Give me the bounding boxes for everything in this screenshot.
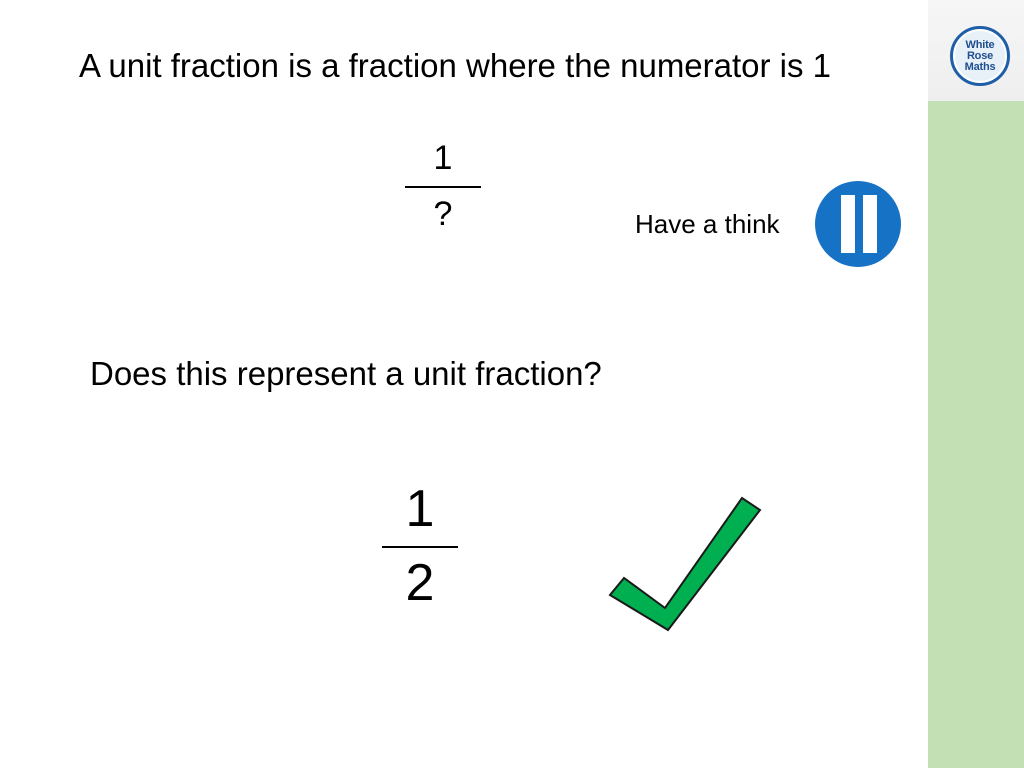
white-rose-maths-logo [950, 26, 1010, 86]
check-mark-icon [600, 490, 770, 650]
slide-title: A unit fraction is a fraction where the numerator is 1 [79, 47, 832, 84]
logo-line-rose: Rose [966, 49, 994, 62]
sidebar-strip [928, 104, 1024, 768]
answer-denominator: 2 [405, 554, 435, 612]
answer-numerator: 1 [405, 480, 435, 538]
have-a-think-label: Have a think [635, 209, 780, 239]
example-fraction [405, 138, 481, 234]
answer-fraction [382, 478, 458, 614]
logo-line-maths: Maths [964, 60, 996, 73]
pause-bar-right [863, 195, 877, 253]
logo-line-white: White [965, 38, 995, 51]
example-numerator: 1 [433, 139, 453, 177]
answer-fraction-bar [382, 546, 458, 548]
example-fraction-bar [405, 186, 481, 188]
check-mark-shape [610, 498, 760, 630]
pause-bar-left [841, 195, 855, 253]
question-text: Does this represent a unit fraction? [90, 355, 602, 392]
pause-icon[interactable] [815, 181, 901, 267]
example-denominator: ? [433, 195, 453, 233]
